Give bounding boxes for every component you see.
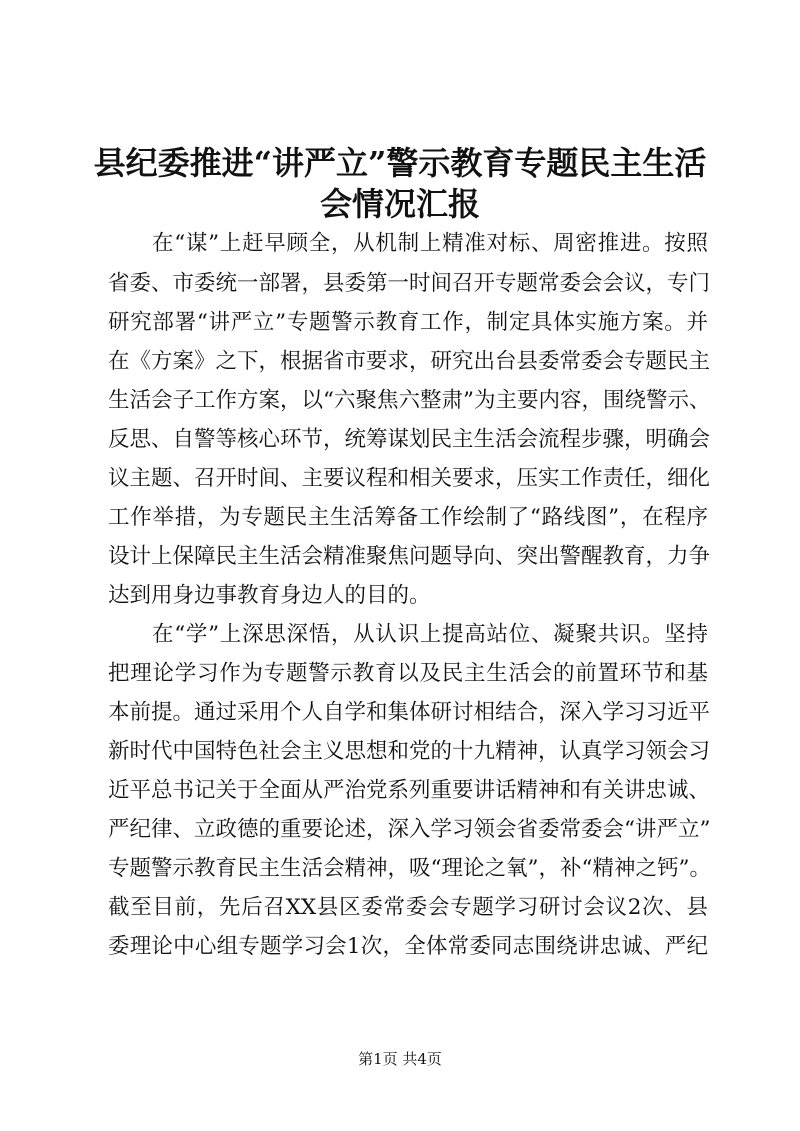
paragraph-1-line: 生活会子工作方案，以“六聚焦六整肃”为主要内容，围绕警示、 <box>108 388 711 413</box>
paragraph-2-line: 专题警示教育民主生活会精神，吸“理论之氧”，补“精神之钙”。 <box>108 856 711 881</box>
paragraph-1-line: 研究部署“讲严立”专题警示教育工作，制定具体实施方案。并 <box>108 310 708 335</box>
document-title-line-2: 会情况汇报 <box>319 185 480 223</box>
paragraph-1-line: 在“谋”上赶早顾全，从机制上精准对标、周密推进。按照 <box>152 231 708 256</box>
paragraph-1-line: 在《方案》之下，根据省市要求，研究出台县委常委会专题民主 <box>108 349 711 374</box>
paragraph-2-line: 本前提。通过采用个人自学和集体研讨相结合，深入学习习近平 <box>108 700 711 725</box>
paragraph-1-line: 达到用身边事教育身边人的目的。 <box>108 583 431 608</box>
paragraph-2-line: 委理论中心组专题学习会1次，全体常委同志围绕讲忠诚、严纪 <box>108 934 708 959</box>
paragraph-2-line: 近平总书记关于全面从严治党系列重要讲话精神和有关讲忠诚、 <box>108 778 711 803</box>
paragraph-1-line: 议主题、召开时间、主要议程和相关要求，压实工作责任，细化 <box>108 466 711 491</box>
paragraph-2-line: 严纪律、立政德的重要论述，深入学习领会省委常委会“讲严立” <box>108 817 711 842</box>
document-title-line-1: 县纪委推进“讲严立”警示教育专题民主生活 <box>93 144 707 182</box>
page-number-footer: 第1页 共4页 <box>358 1050 442 1068</box>
paragraph-1-line: 省委、市委统一部署，县委第一时间召开专题常委会会议，专门 <box>108 271 711 296</box>
paragraph-2-line: 在“学”上深思深悟，从认识上提高站位、凝聚共识。坚持 <box>152 622 708 647</box>
paragraph-2-line: 截至目前，先后召XX县区委常委会专题学习研讨会议2次、县 <box>108 895 708 920</box>
paragraph-2-line: 新时代中国特色社会主义思想和党的十九精神，认真学习领会习 <box>108 739 711 764</box>
paragraph-1-line: 工作举措，为专题民主生活筹备工作绘制了“路线图”，在程序 <box>108 505 708 530</box>
paragraph-1-line: 设计上保障民主生活会精准聚焦问题导向、突出警醒教育，力争 <box>108 544 711 569</box>
paragraph-1-line: 反思、自警等核心环节，统筹谋划民主生活会流程步骤，明确会 <box>108 427 711 452</box>
paragraph-2-line: 把理论学习作为专题警示教育以及民主生活会的前置环节和基 <box>108 661 708 686</box>
